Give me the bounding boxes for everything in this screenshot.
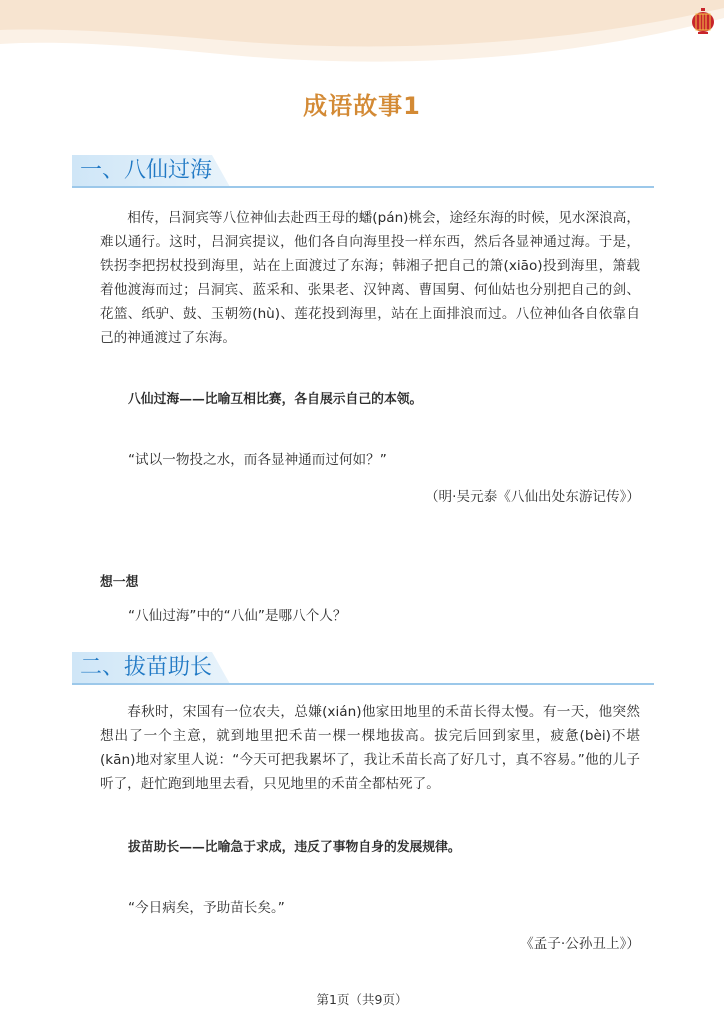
page-number: 第1页（共9页） [316,992,408,1007]
top-decoration [0,0,724,70]
think-question: “八仙过海”中的“八仙”是哪八个人？ [128,608,347,624]
heading-underline [72,186,654,188]
page-title: 成语故事1 [303,92,421,120]
story-paragraph: 春秋时，宋国有一位农夫，总嫌(xián)他家田地里的禾苗长得太慢。有一天，他突然想出了一个主意，就到地里把禾苗一棵一棵地拔高。拔完后回到家里，疲惫(bèi)不堪(kān)地对家里人说：“今天可把我累坏了，我让禾苗长高了好几寸，真不容易。”他的儿子听了，赶忙跑到地里去看，只见地里的禾苗全都枯死了。 [100,704,640,792]
section-title: 一、八仙过海 [80,158,213,183]
top-wave-decoration [0,0,724,70]
quote-source: 《孟子·公孙丑上》） [520,936,640,952]
idiom-meaning: 八仙过海——比喻互相比赛，各自展示自己的本领。 [128,392,423,407]
quote-source: （明·吴元泰《八仙出处东游记传》） [424,489,640,505]
think-title: 想一想 [100,575,139,590]
idiom-meaning: 拔苗助长——比喻急于求成，违反了事物自身的发展规律。 [128,840,461,855]
idiom-quote: “试以一物投之水，而各显神通而过何如？” [128,452,387,468]
idiom-quote: “今日病矣，予助苗长矣。” [128,900,285,916]
heading-underline [72,683,654,685]
section-heading-1 [72,155,654,189]
section-heading-2 [72,652,654,686]
section-title: 二、拔苗助长 [80,655,213,680]
story-paragraph: 相传，吕洞宾等八位神仙去赴西王母的蟠(pán)桃会，途经东海的时候，见水深浪高，难以通行。这时，吕洞宾提议，他们各自向海里投一样东西，然后各显神通过海。于是，铁拐李把拐杖投到海里，站在上面渡过了东海；韩湘子把自己的箫(xiāo)投到海里，箫载着他渡海而过；吕洞宾、蓝采和、张果老、汉钟离、曹国舅、何仙姑也分别把自己的剑、花篮、纸驴、鼓、玉朝笏(hù)、莲花投到海里，站在上面排浪而过。八位神仙各自依靠自己的神通渡过了东海。 [100,210,640,346]
lantern-logo-icon [689,8,717,36]
